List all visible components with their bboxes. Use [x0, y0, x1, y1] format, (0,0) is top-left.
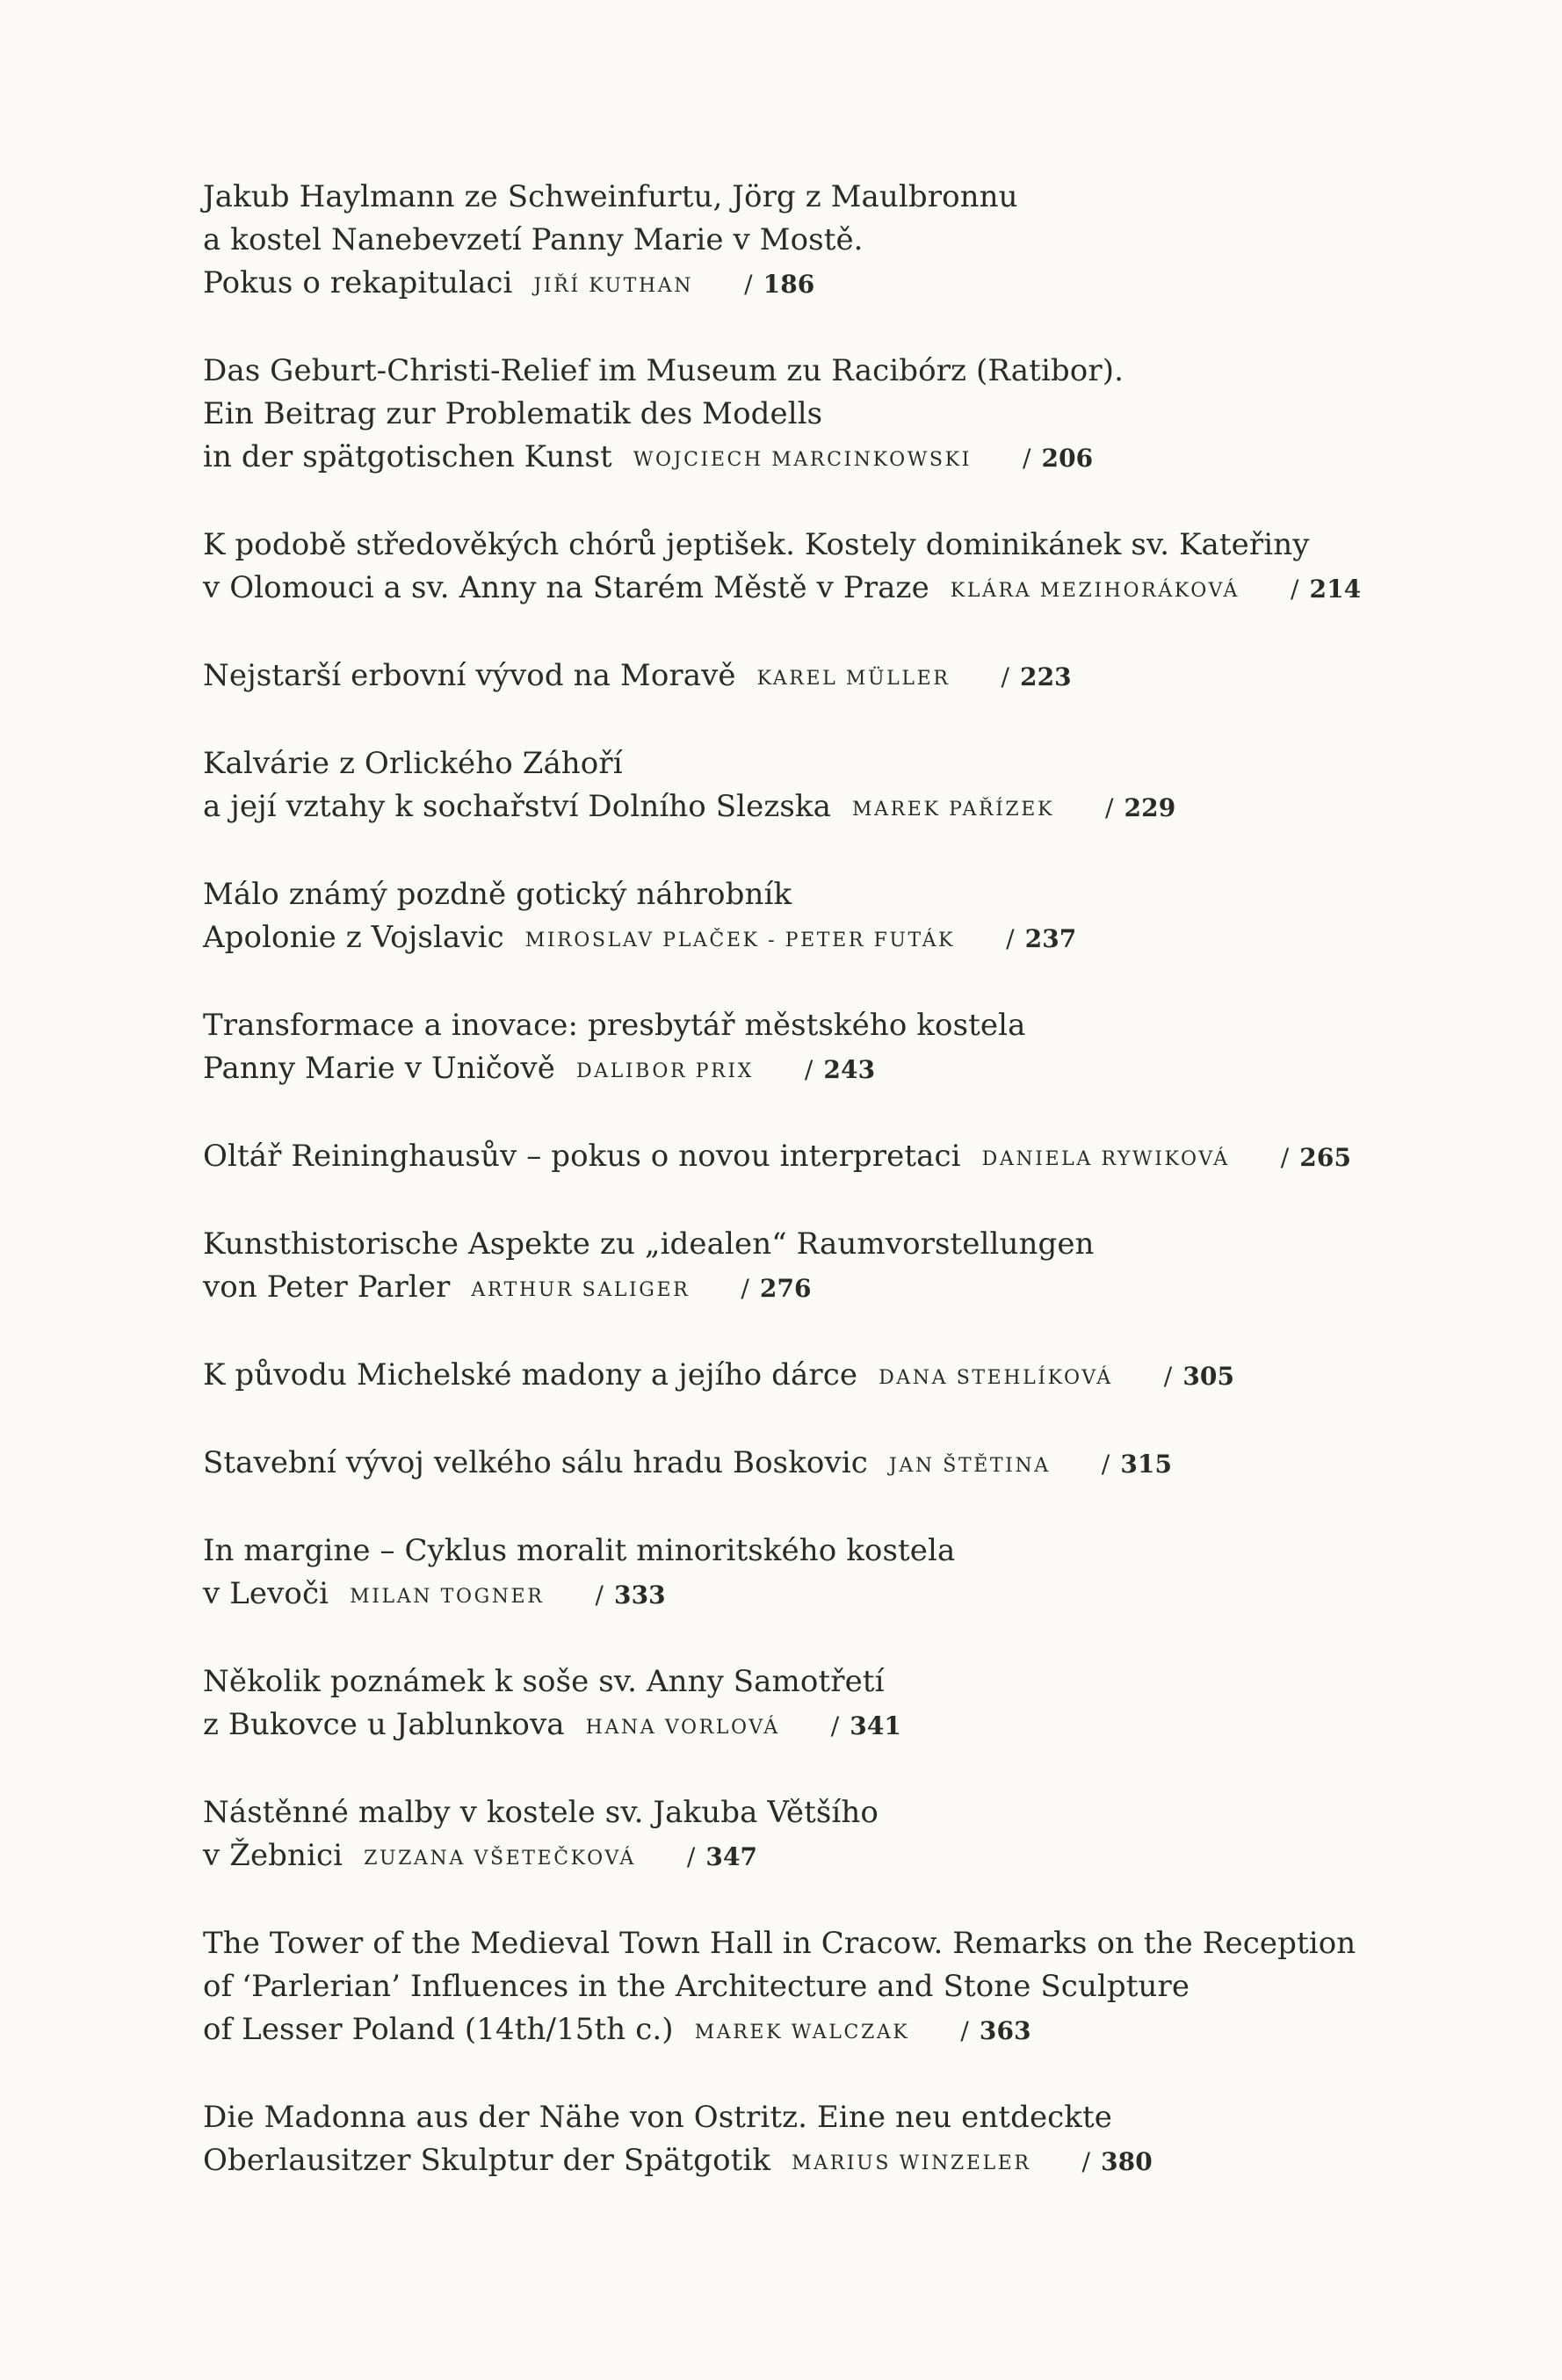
toc-entry-line	[203, 1135, 1433, 1181]
entry-author: MILAN TOGNER	[350, 1586, 545, 1608]
toc-entry	[203, 1135, 1433, 1181]
toc-entry-line	[203, 873, 1433, 916]
toc-entry-line	[203, 1266, 1433, 1312]
entry-author: ARTHUR SALIGER	[471, 1279, 691, 1301]
entry-title: Oltář Reininghausův – pokus o novou interpretaci	[203, 1139, 961, 1174]
entry-title: a kostel Nanebevzetí Panny Marie v Mostě.	[203, 222, 864, 257]
toc-entry-line	[203, 1791, 1433, 1834]
page-separator: /	[1104, 793, 1114, 822]
page-separator: /	[960, 2016, 969, 2045]
entry-author: MAREK PAŘÍZEK	[852, 799, 1054, 821]
entry-page-number: 229	[1124, 793, 1176, 822]
entry-title: of ‘Parlerian’ Influences in the Architecture and Stone Sculpture	[203, 1969, 1190, 2004]
toc-entry-line	[203, 176, 1433, 219]
toc-entry-line	[203, 1442, 1433, 1487]
entry-page-number: 214	[1309, 575, 1362, 604]
entry-title: Jakub Haylmann ze Schweinfurtu, Jörg z Maulbronnu	[203, 179, 1018, 214]
page-separator: /	[1291, 575, 1299, 604]
toc-entry-line	[203, 1530, 1433, 1573]
toc-entry	[203, 742, 1433, 831]
entry-author: KAREL MÜLLER	[756, 668, 951, 690]
entry-title: Málo známý pozdně gotický náhrobník	[203, 877, 792, 912]
entry-page-number: 276	[759, 1274, 812, 1303]
entry-title: Oberlausitzer Skulptur der Spätgotik	[203, 2143, 771, 2178]
page-separator: /	[1081, 2147, 1091, 2176]
toc-entry	[203, 350, 1433, 481]
entry-title: v Žebnici	[203, 1838, 343, 1873]
entry-author: MARIUS WINZELER	[792, 2152, 1031, 2174]
toc-entry	[203, 1530, 1433, 1618]
toc-entry	[203, 1791, 1433, 1880]
entry-title: Pokus o rekapitulaci	[203, 265, 513, 300]
entry-title: K podobě středověkých chórů jeptišek. Kostely dominikánek sv. Kateřiny	[203, 527, 1310, 562]
entry-title: Apolonie z Vojslavic	[203, 920, 504, 955]
entry-title: Kunsthistorische Aspekte zu „idealen“ Raumvorstellungen	[203, 1226, 1095, 1262]
toc-entry	[203, 1442, 1433, 1487]
entry-title: of Lesser Poland (14th/15th c.)	[203, 2012, 674, 2047]
page-separator: /	[744, 270, 753, 299]
toc-entry	[203, 1660, 1433, 1749]
toc-entry-line	[203, 742, 1433, 785]
entry-author: JAN ŠTĚTINA	[888, 1455, 1051, 1477]
toc-entry-line	[203, 916, 1433, 962]
toc-entry-line	[203, 655, 1433, 700]
page-separator: /	[1022, 444, 1031, 473]
toc-entry-line	[203, 2008, 1433, 2054]
entry-page-number: 363	[979, 2016, 1031, 2045]
entry-title: Několik poznámek k soše sv. Anny Samotřetí	[203, 1664, 885, 1699]
toc-entry-line	[203, 1573, 1433, 1618]
toc-entry	[203, 1354, 1433, 1400]
toc-entry	[203, 873, 1433, 962]
entry-title: K původu Michelské madony a jejího dárce	[203, 1357, 858, 1393]
toc-entry-line	[203, 1922, 1433, 1965]
entry-title: Stavební vývoj velkého sálu hradu Boskovic	[203, 1445, 868, 1480]
page-separator: /	[1006, 924, 1015, 953]
toc-entry-line	[203, 2139, 1433, 2185]
entry-title: Transformace a inovace: presbytář městského kostela	[203, 1008, 1026, 1043]
entry-title: a její vztahy k sochařství Dolního Slezska	[203, 789, 831, 824]
table-of-contents	[203, 176, 1433, 2227]
toc-entry	[203, 2096, 1433, 2185]
toc-entry-line	[203, 1047, 1433, 1093]
toc-entry-line	[203, 1704, 1433, 1749]
entry-page-number: 243	[823, 1055, 876, 1084]
page-separator: /	[804, 1055, 814, 1084]
entry-page-number: 237	[1024, 924, 1077, 953]
toc-entry	[203, 1223, 1433, 1312]
entry-author: JIŘÍ KUTHAN	[533, 275, 694, 297]
entry-page-number: 223	[1019, 662, 1072, 691]
entry-author: KLÁRA MEZIHORÁKOVÁ	[950, 580, 1240, 602]
entry-title: In margine – Cyklus moralit minoritského kostela	[203, 1533, 956, 1568]
entry-title: The Tower of the Medieval Town Hall in Cracow. Remarks on the Reception	[203, 1926, 1356, 1961]
toc-entry-line	[203, 436, 1433, 481]
entry-page-number: 206	[1041, 444, 1094, 473]
toc-entry-line	[203, 785, 1433, 831]
entry-page-number: 347	[705, 1842, 758, 1871]
page-separator: /	[595, 1581, 604, 1610]
entry-page-number: 333	[613, 1581, 666, 1610]
entry-title: Das Geburt-Christi-Relief im Museum zu Racibórz (Ratibor).	[203, 353, 1124, 388]
entry-author: HANA VORLOVÁ	[585, 1717, 780, 1739]
toc-entry-line	[203, 393, 1433, 436]
toc-entry-line	[203, 1354, 1433, 1400]
entry-author: WOJCIECH MARCINKOWSKI	[633, 449, 972, 471]
toc-entry-line	[203, 567, 1433, 612]
page-separator: /	[1101, 1450, 1110, 1479]
entry-title: v Olomouci a sv. Anny na Starém Městě v Praze	[203, 570, 929, 605]
entry-title: Nástěnné malby v kostele sv. Jakuba Většího	[203, 1795, 879, 1830]
page-separator: /	[830, 1711, 840, 1740]
entry-title: von Peter Parler	[203, 1270, 451, 1305]
entry-author: DANIELA RYWIKOVÁ	[981, 1148, 1230, 1170]
entry-author: DALIBOR PRIX	[575, 1060, 754, 1082]
toc-entry-line	[203, 350, 1433, 393]
entry-page-number: 315	[1120, 1450, 1173, 1479]
entry-page-number: 305	[1182, 1362, 1235, 1391]
entry-author: DANA STEHLÍKOVÁ	[879, 1367, 1113, 1389]
toc-entry	[203, 655, 1433, 700]
entry-page-number: 341	[850, 1711, 901, 1740]
toc-entry	[203, 1004, 1433, 1093]
toc-entry	[203, 176, 1433, 307]
toc-entry	[203, 524, 1433, 612]
toc-entry-line	[203, 1004, 1433, 1047]
toc-entry-line	[203, 524, 1433, 567]
entry-title: z Bukovce u Jablunkova	[203, 1707, 565, 1742]
toc-entry-line	[203, 2096, 1433, 2139]
entry-author: ZUZANA VŠETEČKOVÁ	[364, 1848, 636, 1870]
entry-title: v Levoči	[203, 1576, 329, 1611]
entry-title: in der spätgotischen Kunst	[203, 439, 612, 474]
toc-entry	[203, 1922, 1433, 2054]
toc-entry-line	[203, 1660, 1433, 1704]
toc-entry-line	[203, 1965, 1433, 2008]
entry-author: MIROSLAV PLAČEK - PETER FUTÁK	[524, 930, 956, 951]
entry-page-number: 186	[763, 270, 815, 299]
page-separator: /	[1001, 662, 1009, 691]
toc-entry-line	[203, 1223, 1433, 1266]
entry-page-number: 380	[1101, 2147, 1153, 2176]
entry-title: Nejstarší erbovní vývod na Moravě	[203, 658, 736, 693]
toc-entry-line	[203, 1834, 1433, 1880]
toc-entry-line	[203, 262, 1433, 307]
entry-title: Kalvárie z Orlického Záhoří	[203, 746, 623, 781]
page-separator: /	[686, 1842, 696, 1871]
entry-title: Ein Beitrag zur Problematik des Modells	[203, 396, 823, 431]
page-separator: /	[1163, 1362, 1173, 1391]
page-separator: /	[741, 1274, 749, 1303]
entry-page-number: 265	[1299, 1143, 1352, 1172]
entry-author: MAREK WALCZAK	[694, 2022, 910, 2044]
entry-title: Die Madonna aus der Nähe von Ostritz. Eine neu entdeckte	[203, 2100, 1112, 2135]
toc-entry-line	[203, 219, 1433, 262]
page-separator: /	[1280, 1143, 1290, 1172]
entry-title: Panny Marie v Uničově	[203, 1051, 555, 1086]
